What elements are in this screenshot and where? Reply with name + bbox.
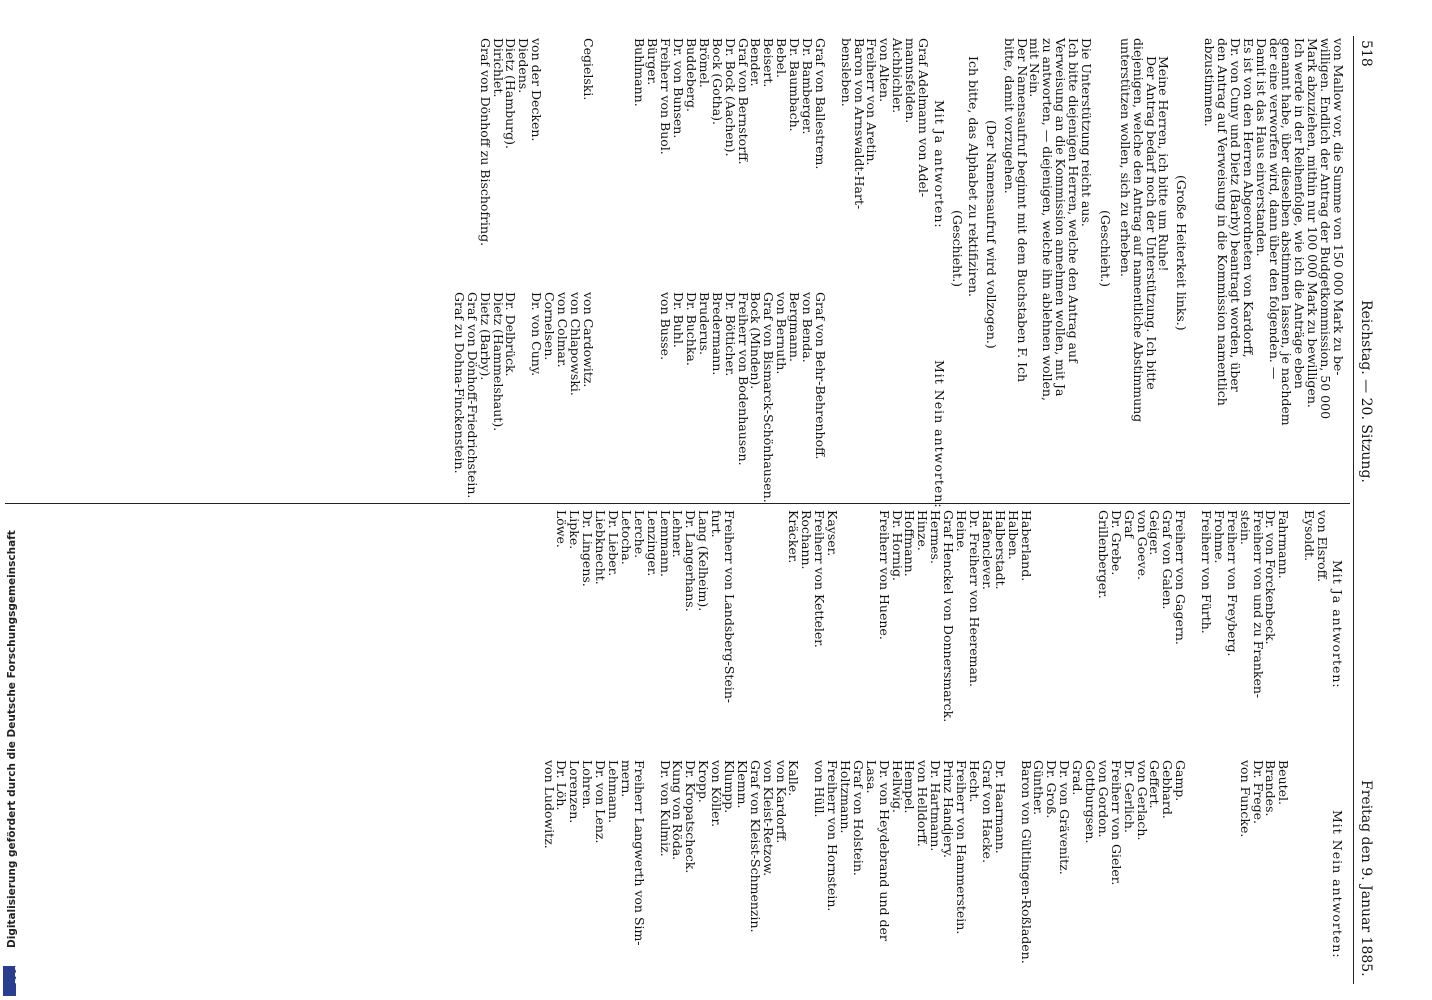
name-entry: Kalle. bbox=[786, 760, 802, 797]
name-entry: Dr. Hornig. bbox=[889, 510, 905, 581]
name-entry bbox=[864, 510, 877, 722]
dfg-credit bbox=[4, 0, 23, 996]
name-entry: Lang (Kelheim). bbox=[696, 510, 712, 612]
left-nein-heading: Mit Nein antworten: bbox=[932, 360, 947, 509]
name-entry: Graf von Kleist-Schmenzin. bbox=[747, 760, 763, 933]
name-entry: Günther. bbox=[1031, 760, 1047, 816]
name-entry: von Ludowitz. bbox=[541, 760, 557, 849]
name-entry: Kung von Röda. bbox=[670, 760, 686, 861]
name-entry: Heine. bbox=[954, 510, 970, 552]
name-entry: Freiherr von Hornstein. bbox=[825, 760, 841, 912]
text-line: Es ist von den Herren Abgeordneten von Kardorff, bbox=[1240, 38, 1256, 358]
name-entry: Liebknecht. bbox=[593, 510, 609, 585]
geschieht-note-1: (Geschieht.) bbox=[1098, 210, 1113, 288]
heiterkeit-note: (Große Heiterkeit links.) bbox=[1174, 175, 1189, 331]
name-entry: von Busse. bbox=[658, 292, 674, 361]
name-entry: Frohme. bbox=[1211, 510, 1227, 564]
name-entry: Buddeberg. bbox=[683, 38, 699, 112]
name-entry: Geiger. bbox=[1147, 510, 1163, 556]
name-entry: Bock (Minden). bbox=[748, 292, 764, 390]
name-entry: Grillenberger. bbox=[1095, 510, 1111, 599]
name-entry: Freiherr von Landsberg-Stein- bbox=[722, 510, 738, 704]
name-entry bbox=[620, 38, 633, 246]
name-entry: Dietz (Hammelshaut). bbox=[490, 292, 506, 432]
name-entry: von Colmar. bbox=[555, 292, 571, 368]
name-entry: von Gerlach. bbox=[1134, 760, 1150, 841]
name-entry bbox=[748, 510, 761, 722]
name-entry: Dietz (Barby). bbox=[477, 292, 493, 381]
name-entry: Dirichlet. bbox=[490, 38, 506, 98]
running-head-center: Reichstag. — 20. Sitzung. bbox=[1358, 300, 1374, 483]
text-line: Ich bitte diejenigen Herren, welche den Antrag auf bbox=[1066, 38, 1082, 363]
left-ja-heading: Mit Ja antworten: bbox=[932, 100, 947, 229]
name-entry: Dr. Grebe. bbox=[1108, 510, 1124, 576]
name-entry: Dr. von Bunsen. bbox=[671, 38, 687, 139]
name-entry: Cegielski. bbox=[580, 38, 596, 101]
name-entry: Holtzmann. bbox=[838, 760, 854, 834]
name-entry: Hafenclever. bbox=[979, 510, 995, 590]
name-entry: Dr. Baumbach. bbox=[787, 38, 803, 132]
header-rule bbox=[1353, 36, 1354, 984]
name-entry: Dr. Groß. bbox=[1044, 760, 1060, 819]
name-entry: Aichbichler. bbox=[890, 38, 906, 114]
name-entry: Hermes. bbox=[928, 510, 944, 564]
name-entry: Graf von Bernstorff. bbox=[735, 38, 751, 165]
name-entry bbox=[1070, 510, 1083, 722]
name-entry bbox=[838, 510, 851, 722]
paragraph-intro bbox=[1202, 38, 1344, 500]
name-entry: von Bernuth. bbox=[774, 292, 790, 375]
name-entry: Freiherr von Gagern. bbox=[1173, 510, 1189, 645]
text-line: zu antworten, — diejenigen, welche ihn ablehnen wollen, bbox=[1040, 38, 1056, 401]
name-entry: Bock (Gotha). bbox=[709, 38, 725, 126]
name-entry bbox=[916, 292, 929, 503]
name-entry bbox=[555, 38, 568, 246]
name-entry: Letocha. bbox=[618, 510, 634, 565]
name-entry: Freiherr von Gieler. bbox=[1108, 760, 1124, 886]
name-entry bbox=[903, 292, 916, 503]
name-entry bbox=[1289, 760, 1302, 964]
name-entry: Freiherr von Ketteler. bbox=[812, 510, 828, 648]
name-entry: von Köller. bbox=[709, 760, 725, 828]
text-line: unterstützen wollen, sich zu erheben. bbox=[1118, 38, 1134, 277]
name-entry: Beisert. bbox=[761, 38, 777, 88]
name-entry: Halberstadt. bbox=[992, 510, 1008, 590]
name-entry: Dr. Löh. bbox=[554, 760, 570, 811]
name-entry bbox=[1225, 760, 1238, 964]
name-entry: Dr. Lieber. bbox=[606, 510, 622, 577]
name-entry: Bredermann. bbox=[709, 292, 725, 376]
name-entry: Brandes. bbox=[1263, 760, 1279, 817]
text-line: diejenigen, welche den Antrag auf namentliche Abstimmung bbox=[1131, 38, 1147, 423]
name-entry: Lipke. bbox=[567, 510, 583, 550]
name-entry: Dr. Buchka. bbox=[683, 292, 699, 366]
text-line: Die Unterstützung reicht aus. bbox=[1079, 38, 1094, 227]
text-line: von Mallow vor, die Summe von 150 000 Mark zu be- bbox=[1331, 38, 1346, 376]
name-entry: Bürger. bbox=[645, 38, 661, 86]
name-entry: mannsfelden. bbox=[903, 38, 919, 124]
name-entry: Prinz Handjery. bbox=[941, 760, 957, 859]
name-entry: Dr. Bamberger. bbox=[799, 38, 815, 135]
name-entry: Grad. bbox=[1070, 760, 1086, 796]
name-entry bbox=[799, 760, 812, 964]
name-entry: Lehmann. bbox=[606, 760, 622, 824]
name-entry: Gamp. bbox=[1173, 760, 1189, 802]
right-nein-list bbox=[542, 760, 1328, 964]
name-entry: Dr. Gerlich. bbox=[1121, 760, 1137, 833]
name-entry: Gottburgsen. bbox=[1082, 760, 1098, 844]
text-line: mit Nein. bbox=[1027, 38, 1043, 98]
name-entry: bensleben. bbox=[838, 38, 854, 107]
name-entry bbox=[542, 38, 555, 246]
name-entry: von Funcke. bbox=[1237, 760, 1253, 838]
name-entry: Hecht. bbox=[966, 760, 982, 803]
name-entry: Bebel. bbox=[774, 38, 790, 78]
name-entry bbox=[865, 292, 878, 503]
name-entry: Dr. von Cuny. bbox=[529, 292, 545, 377]
name-entry bbox=[1186, 760, 1199, 964]
name-entry: Hinze. bbox=[915, 510, 931, 551]
name-entry: Dr. Haarmann. bbox=[992, 760, 1008, 854]
name-entry: Graf von Bismarck-Schönhausen. bbox=[761, 292, 777, 503]
name-entry: Freiherr Langwerth von Sim- bbox=[631, 760, 647, 946]
text-line: der eine verworfen wird, dann über den folgenden. — bbox=[1266, 38, 1282, 380]
right-ja-list bbox=[555, 510, 1328, 722]
name-entry: Graf von Dönhoff-Friedrichstein. bbox=[464, 292, 480, 499]
text-line: Verweisung an die Kommission annehmen wollen, mit Ja bbox=[1053, 38, 1069, 397]
name-entry: Freiherr von Hammerstein. bbox=[954, 760, 970, 935]
name-entry: mern. bbox=[618, 760, 634, 798]
name-entry: Baron von Arnswaldt-Hart- bbox=[851, 38, 867, 210]
name-entry: von Hüll. bbox=[812, 760, 828, 818]
name-entry bbox=[1057, 510, 1070, 722]
name-entry: Löwe. bbox=[554, 510, 570, 548]
text-line: Mark abzuziehen, mithin nur 100 000 Mark zu bewilligen. bbox=[1305, 38, 1321, 408]
name-entry: Haberland. bbox=[1018, 510, 1034, 582]
name-entry: Klumpp. bbox=[722, 760, 738, 814]
name-entry: Brömel. bbox=[696, 38, 712, 88]
paragraph-unterstuetzung bbox=[1118, 38, 1157, 500]
name-entry: Lehner. bbox=[670, 510, 686, 558]
name-entry: Dr. Freiherr von Heereman. bbox=[966, 510, 982, 687]
name-entry: Klemm. bbox=[734, 760, 750, 809]
name-entry: Lemmann. bbox=[657, 510, 673, 577]
name-entry: Dr. von Lenz. bbox=[593, 760, 609, 844]
name-entry: Freiherr von Fürth. bbox=[1198, 510, 1214, 634]
name-entry bbox=[633, 292, 646, 503]
name-entry: von Chlapowski. bbox=[567, 292, 583, 396]
name-entry: Freiherr von Buol. bbox=[658, 38, 674, 155]
page-number: 518 bbox=[1358, 40, 1374, 67]
name-entry: von Kardorff. bbox=[773, 760, 789, 844]
name-entry: Freiherr von und zu Franken- bbox=[1250, 510, 1266, 699]
left-ja-list bbox=[478, 38, 929, 246]
name-entry: Dr. Buhl. bbox=[671, 292, 687, 348]
name-entry: Bergmann. bbox=[787, 292, 803, 362]
name-entry: Fahrmann. bbox=[1276, 510, 1292, 579]
bitte-ruhe: Meine Herren, ich bitte um Ruhe! bbox=[1156, 56, 1171, 272]
name-entry: stein. bbox=[1237, 510, 1253, 545]
name-entry: Cornelsen. bbox=[542, 292, 558, 361]
dfg-logo: DFG bbox=[3, 966, 16, 996]
name-entry: von der Decken. bbox=[529, 38, 545, 142]
name-entry: von Benda. bbox=[799, 292, 815, 363]
name-entry: Dr. von Forckenbeck. bbox=[1263, 510, 1279, 645]
right-nein-heading: Mit Nein antworten: bbox=[1330, 810, 1345, 959]
name-entry bbox=[1212, 760, 1225, 964]
name-entry bbox=[761, 510, 774, 722]
name-entry: Beutel. bbox=[1276, 760, 1292, 806]
name-entry: Graf von Ballestrem. bbox=[812, 38, 828, 170]
name-entry: Kayser. bbox=[825, 510, 841, 557]
name-entry: Freiherr von Huene. bbox=[876, 510, 892, 640]
geschieht-note-2: (Geschieht.) bbox=[950, 210, 965, 288]
name-entry: Dr. Bötticher. bbox=[722, 292, 738, 377]
name-entry bbox=[1044, 510, 1057, 722]
name-entry: Dr. Frege. bbox=[1250, 760, 1266, 824]
name-entry: Graf Adelmann von Adel- bbox=[916, 38, 931, 198]
name-entry bbox=[607, 38, 620, 246]
name-entry bbox=[1083, 510, 1096, 722]
name-entry: Baron von Gültlingen-Roßladen. bbox=[1018, 760, 1034, 964]
right-ja-heading: Mit Ja antworten: bbox=[1330, 560, 1345, 689]
name-entry: Lasa. bbox=[863, 760, 879, 794]
name-entry: Lenzinger. bbox=[644, 510, 660, 577]
name-entry bbox=[517, 292, 530, 503]
text-line: Damit ist das Haus einverstanden. bbox=[1253, 38, 1269, 257]
name-entry: Dr. Delbrück. bbox=[503, 292, 519, 377]
namensaufruf-note: (Der Namensaufruf wird vollzogen.) bbox=[984, 120, 999, 349]
name-entry: Graf zu Dohna-Finckenstein. bbox=[451, 292, 467, 474]
name-entry: Dr. Kropatscheck. bbox=[683, 760, 699, 874]
name-entry: Dr. Hartmann. bbox=[928, 760, 944, 852]
name-entry: Graf von Behr-Behrenhoff. bbox=[812, 292, 828, 460]
name-entry: Dr. von Grävenitz. bbox=[1057, 760, 1073, 875]
name-entry: Graf von Holstein. bbox=[850, 760, 866, 876]
name-entry bbox=[877, 292, 890, 503]
name-entry: Graf Henckel von Donnersmarck. bbox=[941, 510, 957, 723]
name-entry: von Cardowitz. bbox=[580, 292, 596, 388]
name-entry: Bruderus. bbox=[696, 292, 712, 356]
text-line: willigen. Endlich der Antrag der Budgetkommission, 50 000 bbox=[1318, 38, 1334, 420]
name-entry: Graf von Hacke. bbox=[979, 760, 995, 863]
name-entry bbox=[1186, 510, 1199, 722]
text-line: bitte, damit vorzugehen. bbox=[1001, 38, 1017, 194]
name-entry: Freiherr von Freyberg. bbox=[1224, 510, 1240, 657]
name-entry: Dr. Lingens. bbox=[580, 510, 596, 587]
name-entry bbox=[1289, 510, 1302, 722]
name-entry: Geffert. bbox=[1147, 760, 1163, 809]
name-entry: Lohren. bbox=[580, 760, 596, 810]
name-entry: furt. bbox=[709, 510, 725, 538]
name-entry bbox=[607, 292, 620, 503]
name-entry: Bender. bbox=[748, 38, 764, 87]
name-entry: Kräcker. bbox=[786, 510, 802, 564]
name-entry: Diedens. bbox=[516, 38, 532, 94]
name-entry: Gebhard. bbox=[1160, 760, 1176, 819]
name-entry: Dr. Bock (Aachen). bbox=[722, 38, 738, 157]
name-entry: Freiherr von Bodenhausen. bbox=[735, 292, 751, 466]
dfg-credit-text: Digitalisierung gefördert durch die Deutsche Forschungsgemeinschaft bbox=[6, 530, 18, 948]
text-line: Dr. von Cuny und Dietz (Barby) beantragt worden, über bbox=[1227, 38, 1243, 392]
name-entry bbox=[839, 292, 852, 503]
name-entry: Kropp. bbox=[696, 760, 712, 803]
name-entry: Freiherr von Aretin. bbox=[864, 38, 880, 166]
alphabet-note: Ich bitte, das Alphabet zu rektifiziren. bbox=[966, 56, 981, 298]
name-entry: Buhlmann. bbox=[632, 38, 648, 107]
column-divider bbox=[5, 503, 1350, 504]
text-line: Ich werde in der Reihenfolge, wie ich die Anträge eben bbox=[1292, 38, 1308, 389]
name-entry bbox=[620, 292, 633, 503]
name-entry bbox=[1315, 760, 1328, 964]
name-entry: Hellwig. bbox=[889, 760, 905, 813]
name-entry: Graf von Dönhoff zu Bischofring. bbox=[477, 38, 493, 247]
name-entry: Graf von Galen. bbox=[1160, 510, 1176, 610]
name-entry: von Kleist-Retzow. bbox=[760, 760, 776, 877]
running-head-right: Freitag den 9. Januar 1885. bbox=[1358, 780, 1374, 977]
left-nein-list bbox=[452, 292, 929, 503]
name-entry: Graf bbox=[1121, 510, 1137, 539]
name-entry: von Elsroff. bbox=[1315, 510, 1330, 583]
name-entry bbox=[568, 38, 581, 246]
text-line: den Antrag auf Verweisung in die Kommission namentlich bbox=[1214, 38, 1230, 406]
paragraph-abstimmung bbox=[1002, 38, 1092, 500]
name-entry: von Gordon. bbox=[1095, 760, 1111, 838]
name-entry: Lerche. bbox=[631, 510, 647, 559]
name-entry bbox=[852, 292, 865, 503]
name-entry: Lorenzen. bbox=[567, 760, 583, 824]
name-entry: Halben. bbox=[1005, 510, 1021, 560]
name-entry bbox=[1199, 760, 1212, 964]
name-entry bbox=[645, 292, 658, 503]
name-entry bbox=[774, 510, 787, 722]
name-entry bbox=[890, 292, 903, 503]
name-entry: von Helldorff. bbox=[915, 760, 931, 847]
name-entry: von Alten. bbox=[877, 38, 893, 103]
name-entry: Rochann. bbox=[799, 510, 815, 570]
text-line: Der Antrag bedarf noch der Unterstützung. Ich bitte bbox=[1144, 56, 1159, 390]
text-line: abzustimmen. bbox=[1202, 38, 1218, 127]
name-entry bbox=[851, 510, 864, 722]
name-entry bbox=[1302, 760, 1315, 964]
text-line: genannt habe, über dieselben abstimmen lassen, je nachdem bbox=[1279, 38, 1295, 426]
name-entry: Dr. von Heydebrand und der bbox=[876, 760, 892, 941]
name-entry: Dietz (Hamburg). bbox=[503, 38, 519, 149]
name-entry: Hoffmann. bbox=[902, 510, 918, 577]
name-entry: Eysoldt. bbox=[1302, 510, 1318, 562]
name-entry: Dr. Langerhans. bbox=[683, 510, 699, 612]
name-entry: Hempel. bbox=[902, 760, 918, 814]
name-entry: von Goeve. bbox=[1134, 510, 1150, 580]
name-entry: Dr. von Kulmiz. bbox=[657, 760, 673, 857]
text-line: Der Namensaufruf beginnt mit dem Buchstaben F. Ich bbox=[1014, 38, 1030, 383]
